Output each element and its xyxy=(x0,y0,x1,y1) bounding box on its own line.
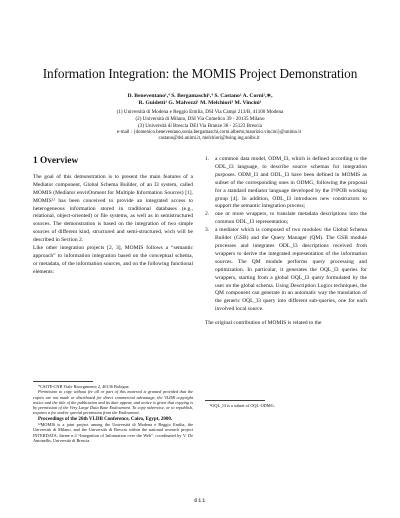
footnote-rule xyxy=(205,400,265,401)
list-text: a common data model, ODM_I3, which is defined according to the ODL_I3 language, to describe source schemas for integration purposes. ODM_I3 and ODL_I3 have been defined in MOMIS as subset of the corresponding ones in ODMG, following the proposal for a standard mediator language developed by the I³/POB working group [4]. In addition, ODL_I3 introduces new constructors to support the semantic integration process; xyxy=(215,156,367,210)
list-item xyxy=(205,156,367,211)
email-line: e-mail : {domenico.beneventano,sonia.bergamaschi,corni.alberto,maurizio.vincini}@unimo.it xyxy=(116,130,302,135)
list-text: a mediator which is composed of two modules: the Global Schema Builder (GSB) and the Query Manager (QM). The GSB module processes and integrates ODL_I3 descriptions received from wrappers to derive the integrated representation of the information sources. The QM module performs query processing and optimization. In particular, it generates the OQL_I3 queries for wrappers, starting from a global OQL_I3 query formulated by the user on the global schema. Using Description Logics techniques, the QM component can generate in an automatic way the translation of the generic OQL_I3 query into different sub-queries, one for each involved local source. xyxy=(215,227,367,313)
footnote-rule xyxy=(33,381,93,382)
footnote-permission: Permission to copy without fee all or part of this material is granted provided that the copies are not made or distributed for direct commercial advantage, the VLDB copyright notice and the title of the publication and its date appear, and notice is given that copying is by permission of the Very Large Data Base Endowment. To copy otherwise, or to republish, requires a fee and/or special permission from the Endowment. xyxy=(33,389,193,416)
email-line: castano@dsi.unimi.it, melchiori@bsing.ing.unibs.it xyxy=(158,136,260,142)
list-number: 2. xyxy=(205,211,210,218)
right-column xyxy=(205,156,367,328)
list-number: 3. xyxy=(205,227,210,234)
list-text: one or more wrappers, to translate metadata descriptions into the common ODL_I3 representation; xyxy=(215,211,367,226)
section-heading: 1 Overview xyxy=(33,156,79,166)
right-footnote xyxy=(205,403,367,408)
list-item xyxy=(205,227,367,314)
body-paragraph: The goal of this demonstration is to present the main features of a Mediator component, Global Schema Builder, of an I3 system, called MOMIS (Mediator envirOnment for Multiple Information Sources) [1]. MOMIS¹² has been conceived to provide an integrated access to heterogeneous information stored in traditional databases (e.g., relational, object-oriented) or file systems, as well as in semistructured sources. The demonstration is based on the integration of two simple sources of different kind, structured and semi-structured, wich will be described in Section 2. xyxy=(33,173,193,244)
footnote: ¹²MOMIS is a joint project among the Università di Modena e Reggio Emilia, the Università di Milano, and the Università di Brescia within the national research project INTERDATA, theme n.3 “Integration of Information over the Web”, coordinated by V. De Antonellis, Università di Brescia. xyxy=(33,422,193,443)
page-number: 611 xyxy=(194,497,206,504)
body-paragraph: The original contribution of MOMIS is related to the xyxy=(205,320,322,327)
footnote-proceedings: Proceedings of the 26th VLDB Conference, Cairo, Egypt, 2000. xyxy=(38,416,173,422)
footnote: ³OQL_I3 is a subset of OQL-ODMG. xyxy=(210,403,275,408)
author-list xyxy=(0,93,400,108)
list-number: 1. xyxy=(205,156,210,162)
list-item xyxy=(205,211,367,227)
affiliations xyxy=(0,109,400,130)
author-line: D. Beneventano¹,⁴ S. Bergamaschi¹,⁴ S. Castano² A. Corni¹,∗, xyxy=(127,93,273,99)
author-line: R. Guidetti¹ G. Malvezzi¹ M. Melchiori³ M. Vincini¹ xyxy=(138,100,262,107)
email-block xyxy=(78,130,340,143)
paper-title: Information Integration: the MOMIS Project Demonstration xyxy=(42,66,358,81)
left-column xyxy=(33,156,193,277)
feature-list xyxy=(205,156,367,314)
affiliation-line: (3) Università di Brescia DEI Via Branze 38 - 25123 Brescia xyxy=(138,122,262,129)
affiliation-line: (2) Università di Milano, DSI Via Comelico 39 - 20135 Milano xyxy=(135,115,265,122)
footnote: *CSITE-CNR Viale Risorgimento 2, 40136 Bologna xyxy=(38,384,129,389)
affiliation-line: (1) Università di Modena e Reggio Emilia, DSI Via Campi 213/B, 41100 Modena xyxy=(116,109,284,115)
left-footnotes xyxy=(33,384,193,443)
body-paragraph: Like other integration projects [2, 3], MOMIS follows a “semantic approach” to information integration based on the conceptual schema, or metadata, of the information sources, and on the following functional elements: xyxy=(33,245,193,275)
